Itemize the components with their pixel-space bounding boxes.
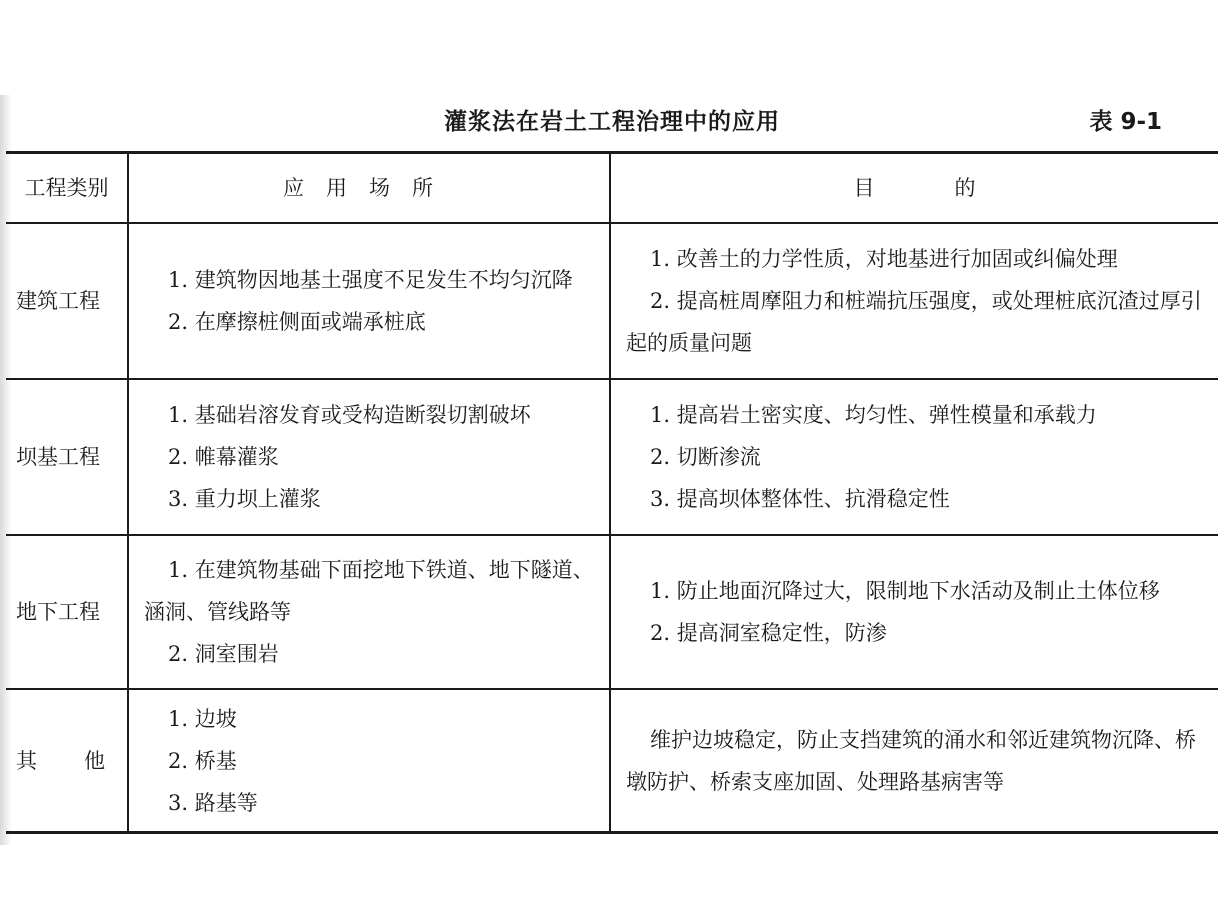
category-cell (6, 690, 127, 831)
application-item: 3. 路基等 (168, 790, 258, 815)
purpose-item: 3. 提高坝体整体性、抗滑稳定性 (650, 487, 950, 511)
purpose-item: 2. 提高桩周摩阻力和桩端抗压强度，或处理桩底沉渣过厚引起的质量问题 (626, 289, 1202, 355)
application-item: 2. 在摩擦桩侧面或端承桩底 (168, 310, 426, 334)
purpose-cell (626, 690, 1210, 831)
purpose-item: 1. 防止地面沉降过大，限制地下水活动及制止土体位移 (650, 579, 1160, 603)
application-cell (144, 224, 606, 378)
category-part2: 他 (84, 748, 105, 773)
header-application: 应用场所 (283, 176, 455, 200)
application-item: 2. 桥基 (168, 748, 237, 773)
purpose-item: 1. 提高岩土密实度、均匀性、弹性模量和承载力 (650, 403, 1097, 427)
purpose-cell (626, 536, 1210, 688)
purpose-item: 2. 提高洞室稳定性，防渗 (650, 621, 887, 645)
header-purpose-part2: 的 (954, 176, 976, 200)
purpose-cell (626, 224, 1210, 378)
application-item: 1. 基础岩溶发育或受构造断裂切割破坏 (168, 403, 531, 427)
application-item: 1. 在建筑物基础下面挖地下铁道、地下隧道、涵洞、管线路等 (144, 558, 594, 624)
category-cell: 坝基工程 (16, 445, 100, 469)
application-item: 1. 边坡 (168, 706, 237, 731)
table-title: 灌浆法在岩土工程治理中的应用 (444, 109, 780, 135)
header-purpose-part1: 目 (853, 176, 875, 200)
application-item: 3. 重力坝上灌浆 (168, 487, 321, 511)
application-cell (144, 380, 606, 534)
purpose-item: 维护边坡稳定，防止支挡建筑的涌水和邻近建筑物沉降、桥墩防护、桥索支座加固、处理路基病害等 (626, 727, 1196, 794)
purpose-item: 2. 切断渗流 (650, 445, 761, 469)
purpose-cell (626, 380, 1210, 534)
table-bottom-rule (6, 831, 1218, 834)
category-cell: 地下工程 (16, 600, 100, 624)
application-cell (144, 536, 606, 688)
table-top-rule (6, 151, 1218, 154)
header-purpose (611, 155, 1218, 221)
application-item: 1. 建筑物因地基土强度不足发生不均匀沉降 (168, 268, 573, 292)
column-divider (609, 153, 611, 832)
application-item: 2. 帷幕灌浆 (168, 445, 279, 469)
category-part1: 其 (16, 748, 37, 773)
column-divider (127, 153, 129, 832)
application-item: 2. 洞室围岩 (168, 642, 279, 666)
table-number: 表 9-1 (1089, 109, 1162, 135)
application-cell (144, 690, 606, 831)
purpose-item: 1. 改善土的力学性质，对地基进行加固或纠偏处理 (650, 247, 1118, 271)
header-category: 工程类别 (24, 176, 109, 200)
category-cell: 建筑工程 (16, 289, 100, 313)
